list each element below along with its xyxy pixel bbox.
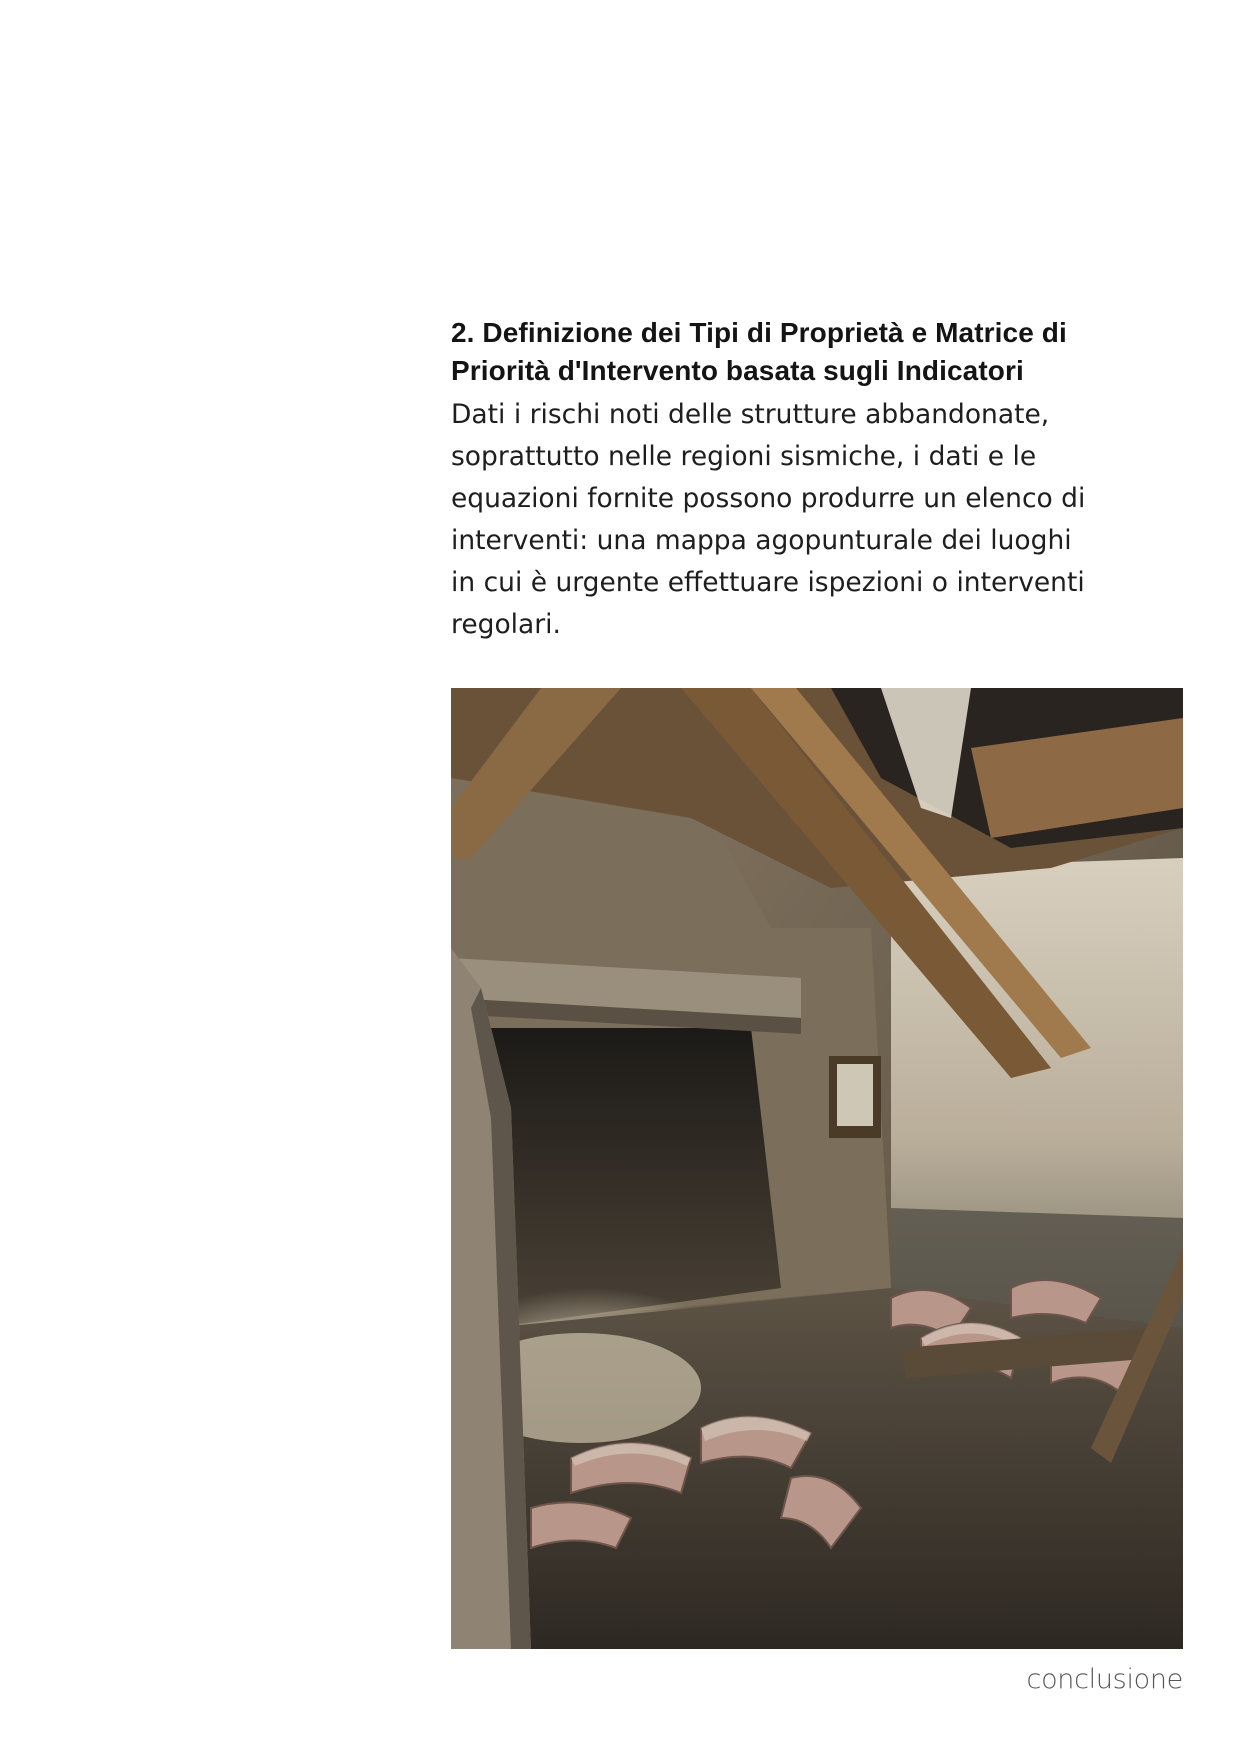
footer-section-label: conclusione — [1026, 1664, 1183, 1695]
photo-abandoned-room — [451, 688, 1183, 1649]
text-section — [451, 314, 1171, 646]
section-body: Dati i rischi noti delle strutture abbandonate, soprattutto nelle regioni sismiche, i dati e le equazioni fornite possono produrre un elenco di interventi: una mappa agopunturale dei luoghi in cui è urgente effettuare ispezioni o interventi regolari. — [451, 399, 1086, 640]
section-heading: 2. Definizione dei Tipi di Proprietà e Matrice di Priorità d'Intervento basata sugli Indicatori — [451, 317, 1067, 386]
